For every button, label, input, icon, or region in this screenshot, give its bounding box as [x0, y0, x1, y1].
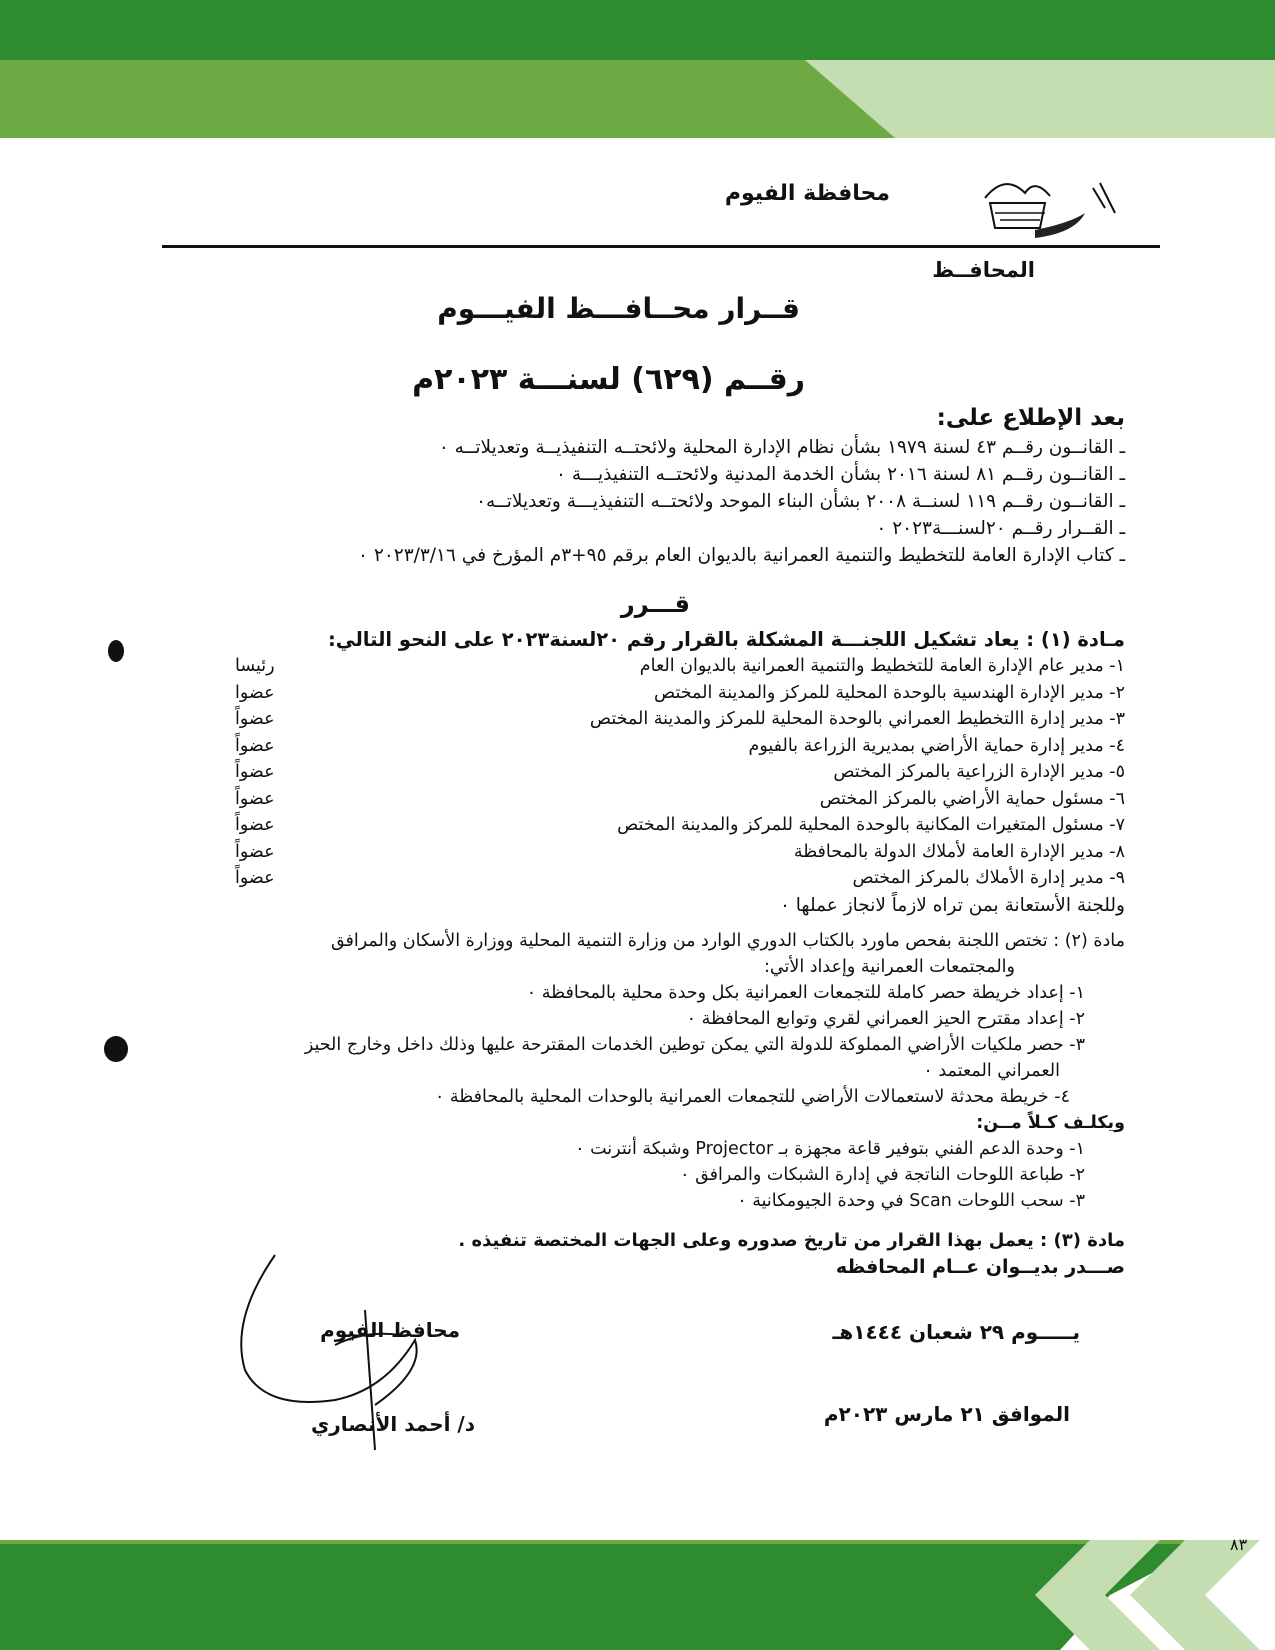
- committee-member: ٢- مدير الإدارة الهندسية بالوحدة المحلية للمركز والمدينة المختص عضوا: [235, 682, 1125, 703]
- preamble-item: ـ القانــون رقــم ٤٣ لسنة ١٩٧٩ بشأن نظام الإدارة المحلية ولائحتــه التنفيذيــة وتعديلاتــه ٠: [438, 437, 1125, 458]
- decree-title: قــرار محــافـــظ الفيـــوم: [437, 292, 800, 325]
- article-2-item: العمراني المعتمد ٠: [923, 1061, 1060, 1081]
- preamble-item: ـ القــرار رقــم ٢٠لسنـــة٢٠٢٣ ٠: [876, 518, 1125, 539]
- preamble-item: ـ القانــون رقــم ٨١ لسنة ٢٠١٦ بشأن الخدمة المدنية ولائحتــه التنفيذيـــة ٠: [556, 464, 1125, 485]
- decree-number: رقــم (٦٢٩) لسنـــة ٢٠٢٣م: [412, 362, 805, 397]
- page-number: ٨٣: [1230, 1535, 1248, 1554]
- decided-heading: قـــرر: [620, 590, 690, 618]
- tasked-heading: ويكلـف كـلاً مــن:: [976, 1113, 1125, 1133]
- eagle-emblem-icon: [975, 168, 1125, 248]
- committee-member: ٣- مدير إدارة االتخطيط العمراني بالوحدة المحلية للمركز والمدينة المختص عضواً: [235, 709, 1125, 729]
- committee-member: ١- مدير عام الإدارة العامة للتخطيط والتنمية العمرانية بالديوان العام رئيسا: [235, 656, 1125, 676]
- article-2: [110, 928, 1125, 1214]
- article-1-closing: وللجنة الأستعانة بمن تراه لازماً لانجاز عملها ٠: [779, 894, 1125, 916]
- hijri-date: يـــــوم ٢٩ شعبان ١٤٤٤هـ: [832, 1320, 1080, 1344]
- article-2-line: والمجتمعات العمرانية وإعداد الأتي:: [764, 957, 1015, 977]
- committee-member: ٥- مدير الإدارة الزراعية بالمركز المختص عضواً: [235, 762, 1125, 782]
- signatory-name: د/ أحمد الأنصاري: [310, 1412, 475, 1436]
- preamble-item: ـ كتاب الإدارة العامة للتخطيط والتنمية العمرانية بالديوان العام برقم ٩٥+٣م المؤرخ في ٢٠٢٣/٣/١٦ ٠: [358, 545, 1125, 566]
- task-item: ٣- سحب اللوحات Scan في وحدة الجيومكانية ٠: [737, 1191, 1085, 1211]
- committee-member: ٩- مدير إدارة الأملاك بالمركز المختص عضواً: [235, 868, 1125, 888]
- article-1-heading: مـادة (١) : يعاد تشكيل اللجنـــة المشكلة بالقرار رقم ٢٠لسنة٢٠٢٣ على النحو التالي:: [327, 628, 1125, 651]
- gregorian-date: الموافق ٢١ مارس ٢٠٢٣م: [823, 1402, 1070, 1426]
- task-item: ٢- طباعة اللوحات الناتجة في إدارة الشبكات والمرافق ٠: [680, 1165, 1085, 1185]
- article-2-line: مادة (٢) : تختص اللجنة بفحص ماورد بالكتاب الدوري الوارد من وزارة التنمية المحلية ووزارة الأسكان والمرافق: [330, 931, 1125, 951]
- committee-member: ٨- مدير الإدارة العامة لأملاك الدولة بالمحافظة عضواً: [235, 841, 1125, 862]
- article-1: [110, 626, 1125, 919]
- article-2-item: ٤- خريطة محدثة لاستعمالات الأراضي للتجمعات العمرانية بالوحدات المحلية بالمحافظة ٠: [434, 1087, 1070, 1107]
- committee-member: ٧- مسئول المتغيرات المكانية بالوحدة المحلية للمركز والمدينة المختص عضواً: [235, 815, 1125, 835]
- preamble-heading: بعد الإطلاع على:: [936, 405, 1125, 431]
- committee-member: ٦- مسئول حماية الأراضي بالمركز المختص عضواً: [235, 788, 1125, 809]
- punch-hole-mark: [104, 1036, 128, 1062]
- article-2-item: ٢- إعداد مقترح الحيز العمراني لقري وتوابع المحافظة ٠: [686, 1009, 1085, 1029]
- issuer-role: المحافــظ: [932, 258, 1035, 282]
- article-2-item: ١- إعداد خريطة حصر كاملة للتجمعات العمرانية بكل وحدة محلية بالمحافظة ٠: [526, 983, 1085, 1003]
- committee-member: ٤- مدير إدارة حماية الأراضي بمديرية الزراعة بالفيوم عضواً: [235, 735, 1125, 756]
- signatory-title: محافظ الفيوم: [320, 1318, 460, 1342]
- preamble-item: ـ القانــون رقــم ١١٩ لسنــة ٢٠٠٨ بشأن البناء الموحد ولائحتــه التنفيذيـــة وتعديلاتــه٠: [476, 491, 1125, 512]
- preamble: [110, 405, 1125, 569]
- article-2-item: ٣- حصر ملكيات الأراضي المملوكة للدولة التي يمكن توطين الخدمات المقترحة عليها وذلك داخل وخارج الحيز: [304, 1035, 1085, 1055]
- handwritten-signature: [225, 1250, 455, 1460]
- task-item: ١- وحدة الدعم الفني بتوفير قاعة مجهزة بـ Projector وشبكة أنترنت ٠: [575, 1139, 1085, 1159]
- punch-hole-mark: [108, 640, 124, 662]
- article-3: مادة (٣) : يعمل بهذا القرار من تاريخ صدوره وعلى الجهات المختصة تنفيذه .: [458, 1230, 1125, 1251]
- header-divider: [162, 245, 1160, 248]
- governorate-name: محافظة الفيوم: [724, 181, 890, 206]
- issued-statement: صـــدر بديــوان عــام المحافظه: [835, 1256, 1125, 1278]
